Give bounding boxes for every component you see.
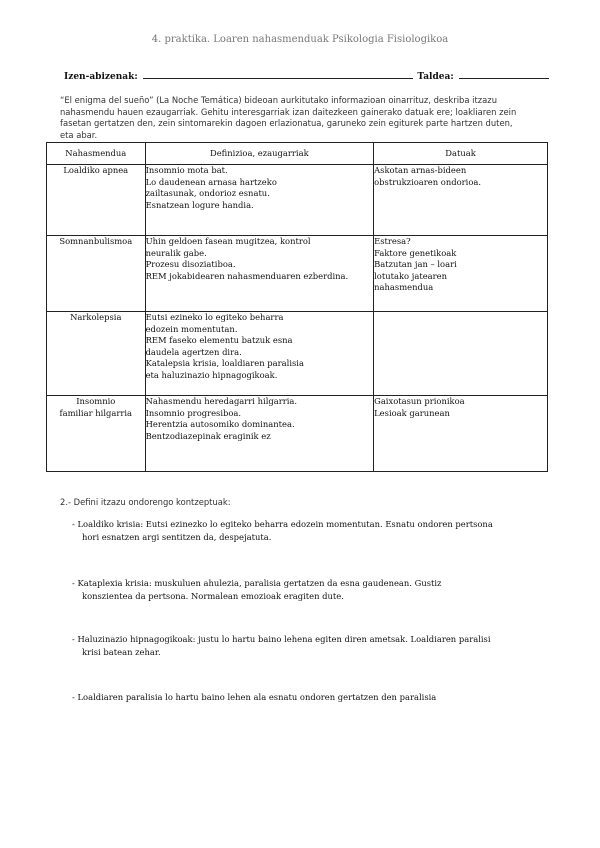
cell-line: Bentzodiazepinak eraginik ez xyxy=(145,430,271,441)
concept-line: hori esnatzen argi sentitzen da, despejatuta. xyxy=(82,532,272,542)
disorder-name-cell xyxy=(47,165,146,236)
table-header-row xyxy=(47,143,548,165)
cell-line: REM jokabidearen nahasmenduaren ezberdina. xyxy=(145,270,349,281)
cell-line: Katalepsia krisia, loaldiaren paralisia xyxy=(145,358,304,368)
concept-line: - Kataplexia krisia: muskuluen ahulezia, paralisia gertatzen da esna gaudenean. Gustiz xyxy=(72,578,442,588)
table-row xyxy=(47,312,548,396)
page-title: 4. praktika. Loaren nahasmenduak Psikologia Fisiologikoa xyxy=(151,34,449,45)
data-cell xyxy=(374,312,548,396)
definition-cell xyxy=(145,165,374,236)
cell-line: Lesioak garunean xyxy=(374,407,450,418)
concept-line: - Loaldiaren paralisia lo hartu baino lehen ala esnatu ondoren gertatzen den paralisia xyxy=(72,692,437,702)
section-2-heading: 2.- Defini itzazu ondorengo kontzeptuak: xyxy=(60,497,231,507)
concept-line: konszientea da pertsona. Normalean emozioak eragiten dute. xyxy=(82,591,344,601)
cell-line: Uhin geldoen fasean mugitzea, kontrol xyxy=(145,236,311,246)
disorders-table xyxy=(46,142,548,472)
cell-line: obstrukzioaren ondorioa. xyxy=(374,176,482,187)
disorder-name-cell xyxy=(47,312,146,396)
cell-line: Eutsi ezineko lo egiteko beharra xyxy=(145,312,284,322)
cell-line: Gaixotasun prionikoa xyxy=(374,396,465,406)
instructions xyxy=(60,95,540,141)
table-row xyxy=(47,396,548,472)
data-cell xyxy=(374,165,548,236)
definition-cell xyxy=(145,236,374,312)
definition-cell xyxy=(145,396,374,472)
cell-line: Faktore genetikoak xyxy=(374,247,457,258)
col-header-data: Datuak xyxy=(374,143,548,165)
col-header-disorder: Nahasmendua xyxy=(47,143,146,165)
cell-line: zailtasunak, ondorioz esnatu. xyxy=(145,188,270,198)
cell-line: Somnanbulismoa xyxy=(59,236,133,246)
concept-item xyxy=(72,577,552,603)
concept-item xyxy=(72,518,552,544)
cell-line: Estresa? xyxy=(374,236,411,246)
concept-line: krisi batean zehar. xyxy=(82,647,161,657)
cell-line: neuralik gabe. xyxy=(145,247,207,258)
cell-line: Nahasmendu heredagarri hilgarria. xyxy=(145,396,298,406)
cell-line: familiar hilgarria xyxy=(59,407,133,418)
cell-line: Batzutan jan – loari xyxy=(374,259,457,269)
definition-cell xyxy=(145,312,374,396)
cell-line: eta haluzinazio hipnagogikoak. xyxy=(145,369,278,380)
table-row xyxy=(47,165,548,236)
disorder-name-cell xyxy=(47,236,146,312)
concept-item xyxy=(72,691,552,704)
name-group-row xyxy=(64,69,544,82)
concept-line: - Loaldiko krisia: Eutsi ezinezko lo egiteko beharra edozein momentutan. Esnatu ondoren pertsona xyxy=(72,519,493,529)
cell-line: Insomnio progresiboa. xyxy=(145,407,242,418)
cell-line: Insomnio mota bat. xyxy=(145,165,228,175)
cell-line: Prozesu disoziatiboa. xyxy=(145,259,236,269)
group-field-line[interactable] xyxy=(459,69,549,79)
cell-line: REM faseko elementu batzuk esna xyxy=(145,335,293,345)
cell-line: Esnatzean logure handia. xyxy=(145,199,254,210)
concept-item xyxy=(72,633,552,659)
instructions-line: nahasmendu hauen ezaugarriak. Gehitu interesgarriak izan daitezkeen gainerako datuak ere; loakliaren zein xyxy=(60,106,517,117)
instructions-line: fasetan gertatzen den, zein sintomarekin dagoen erlazionatua, garuneko zein egiturek parte hartzen duten, xyxy=(60,118,513,128)
col-header-definition: Definizioa, ezaugarriak xyxy=(145,143,374,165)
cell-line: lotutako jatearen xyxy=(374,270,448,281)
cell-line: daudela agertzen dira. xyxy=(145,346,242,357)
cell-line: edozein momentutan. xyxy=(145,323,238,334)
disorder-name-cell xyxy=(47,396,146,472)
cell-line: Insomnio xyxy=(76,396,116,406)
cell-line: Askotan arnas-bideen xyxy=(374,165,467,175)
group-label: Taldea: xyxy=(417,72,454,82)
table-row xyxy=(47,236,548,312)
cell-line: Narkolepsia xyxy=(70,312,122,322)
data-cell xyxy=(374,396,548,472)
cell-line: Herentzia autosomiko dominantea. xyxy=(145,419,295,429)
instructions-line: eta abar. xyxy=(60,129,98,140)
cell-line: Lo daudenean arnasa hartzeko xyxy=(145,176,277,187)
instructions-line: “El enigma del sueño” (La Noche Temática) bideoan aurkitutako informazioan oinarrituz, deskriba itzazu xyxy=(60,95,498,105)
name-label: Izen-abizenak: xyxy=(64,72,138,82)
concept-line: - Haluzinazio hipnagogikoak: justu lo hartu baino lehena egiten diren ametsak. Loaldiaren paralisi xyxy=(72,634,491,644)
name-field-line[interactable] xyxy=(143,69,413,79)
cell-line: Loaldiko apnea xyxy=(63,165,129,175)
cell-line: nahasmendua xyxy=(374,282,434,292)
data-cell xyxy=(374,236,548,312)
